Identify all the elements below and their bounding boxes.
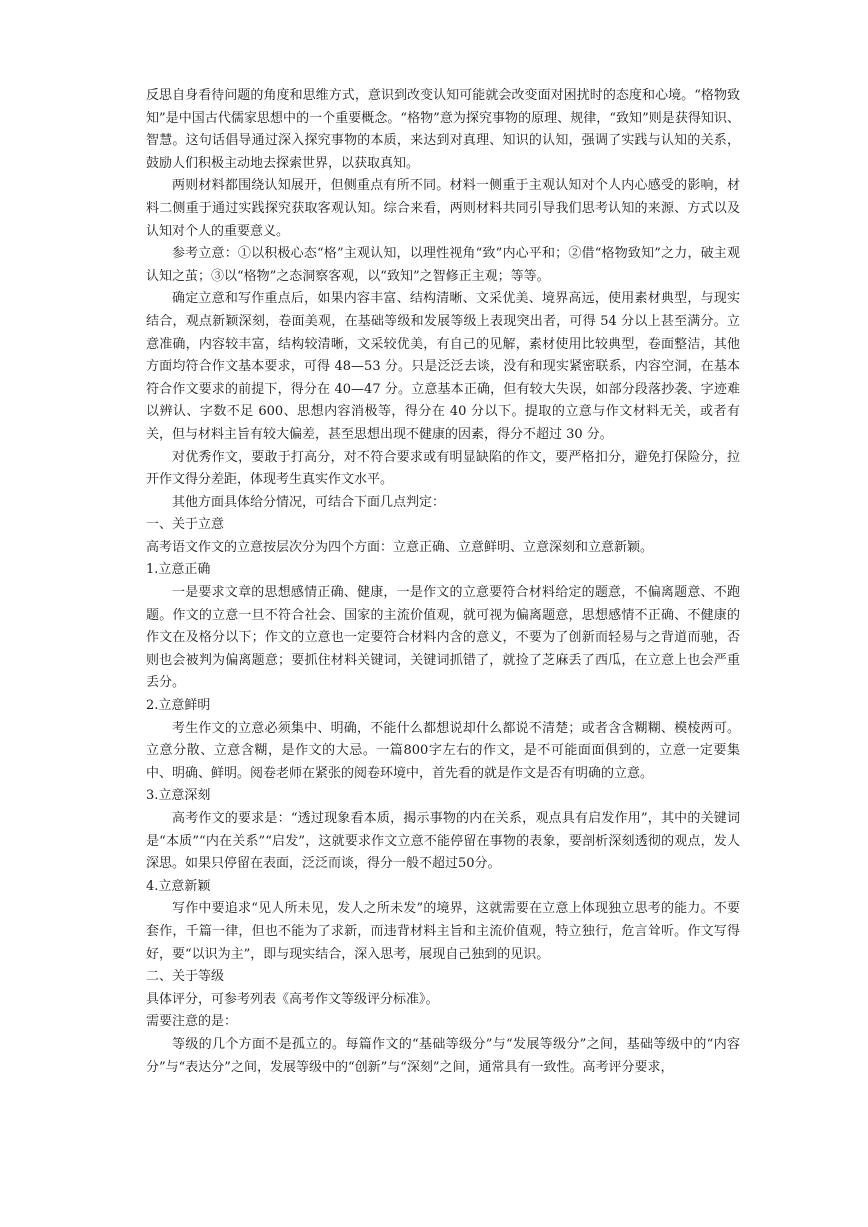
subsection-heading: 1.立意正确	[146, 562, 211, 578]
section-heading: 一、关于立意	[146, 517, 225, 533]
paragraph: 对优秀作文，要敢于打高分，对不符合要求或有明显缺陷的作文，要严格扣分，避免打保险分，拉开作文得分差距，体现考生真实作文水平。	[146, 449, 740, 488]
subsection-heading: 4.立意新颖	[146, 878, 211, 894]
paragraph: 确定立意和写作重点后，如果内容丰富、结构清晰、文采优美、境界高远，使用素材典型，与现实结合，观点新颖深刻，卷面美观，在基础等级和发展等级上表现突出者，可得 54 分以上甚至满分。立意准确，内容较丰富，结构较清晰，文采较优美，有自己的见解，素材使用比较典型，卷面整洁，其他方面均符合作文基本要求，可得 48—53 分。只是泛泛去谈，没有和现实紧密联系，内容空洞，在基本符合作文要求的前提下，得分在 40—47 分。立意基本正确，但有较大失误，如部分段落抄袭、字迹难以辨认、字数不足 600、思想内容消极等，得分在 40 分以下。提取的立意与作文材料无关，或者有关，但与材料主旨有较大偏差，甚至思想出现不健康的因素，得分不超过 30 分。	[146, 291, 740, 442]
paragraph: 参考立意：①以积极心态“格”主观认知，以理性视角“致”内心平和；②借“格物致知”之力，破主观认知之茧；③以“格物”之态洞察客观，以“致知”之智修正主观；等等。	[146, 246, 740, 284]
document-page	[146, 85, 740, 1079]
paragraph: 两则材料都围绕认知展开，但侧重点有所不同。材料一侧重于主观认知对个人内心感受的影响，材料二侧重于通过实践探究获取客观认知。综合来看，两则材料共同引导我们思考认知的来源、方式以及认知对个人的重要意义。	[146, 178, 740, 239]
paragraph: 等级的几个方面不是孤立的。每篇作文的“基础等级分”与“发展等级分”之间，基础等级中的“内容分”与“表达分”之间，发展等级中的“创新”与“深刻”之间，通常具有一致性。高考评分要求，	[146, 1036, 740, 1075]
subsection-heading: 3.立意深刻	[146, 788, 211, 804]
paragraph: 一是要求文章的思想感情正确、健康，一是作文的立意要符合材料给定的题意，不偏离题意、不跑题。作文的立意一旦不符合社会、国家的主流价值观，就可视为偏离题意，思想感情不正确、不健康的作文在及格分以下；作文的立意也一定要符合材料内含的意义，不要为了创新而轻易与之背道而驰，否则也会被判为偏离题意；要抓住材料关键词，关键词抓错了，就捡了芝麻丢了西瓜，在立意上也会严重丢分。	[146, 585, 740, 691]
paragraph: 需要注意的是：	[146, 1014, 238, 1030]
paragraph: 高考作文的要求是：“透过现象看本质，揭示事物的内在关系，观点具有启发作用”，其中的关键词是“本质”“内在关系”“启发”，这就要求作文立意不能停留在事物的表象，要剖析深刻透彻的观点，发人深思。如果只停留在表面，泛泛而谈，得分一般不超过50分。	[146, 811, 740, 872]
paragraph: 高考语文作文的立意按层次分为四个方面：立意正确、立意鲜明、立意深刻和立意新颖。	[146, 539, 654, 555]
paragraph: 具体评分，可参考列表《高考作文等级评分标准》。	[146, 991, 439, 1007]
paragraph: 其他方面具体给分情况，可结合下面几点判定：	[172, 494, 446, 510]
paragraph: 写作中要追求“见人所未见，发人之所未发”的境界，这就需要在立意上体现独立思考的能力。不要套作，千篇一律，但也不能为了求新，而违背材料主旨和主流价值观，特立独行，危言耸听。作文写得好，要“以识为主”，即与现实结合，深入思考，展现自己独到的见识。	[146, 901, 740, 962]
section-heading: 二、关于等级	[146, 969, 225, 985]
paragraph: 考生作文的立意必须集中、明确，不能什么都想说却什么都说不清楚；或者含含糊糊、模棱两可。立意分散、立意含糊，是作文的大忌。一篇800字左右的作文，是不可能面面俱到的，立意一定要集中、明确、鲜明。阅卷老师在紧张的阅卷环境中，首先看的就是作文是否有明确的立意。	[146, 720, 740, 781]
paragraph: 反思自身看待问题的角度和思维方式，意识到改变认知可能就会改变面对困扰时的态度和心境。“格物致知”是中国古代儒家思想中的一个重要概念。“格物”意为探究事物的原理、规律，“致知”则是获得知识、智慧。这句话倡导通过深入探究事物的本质，来达到对真理、知识的认知，强调了实践与认知的关系，鼓励人们积极主动地去探索世界，以获取真知。	[146, 88, 740, 171]
subsection-heading: 2.立意鲜明	[146, 698, 211, 714]
